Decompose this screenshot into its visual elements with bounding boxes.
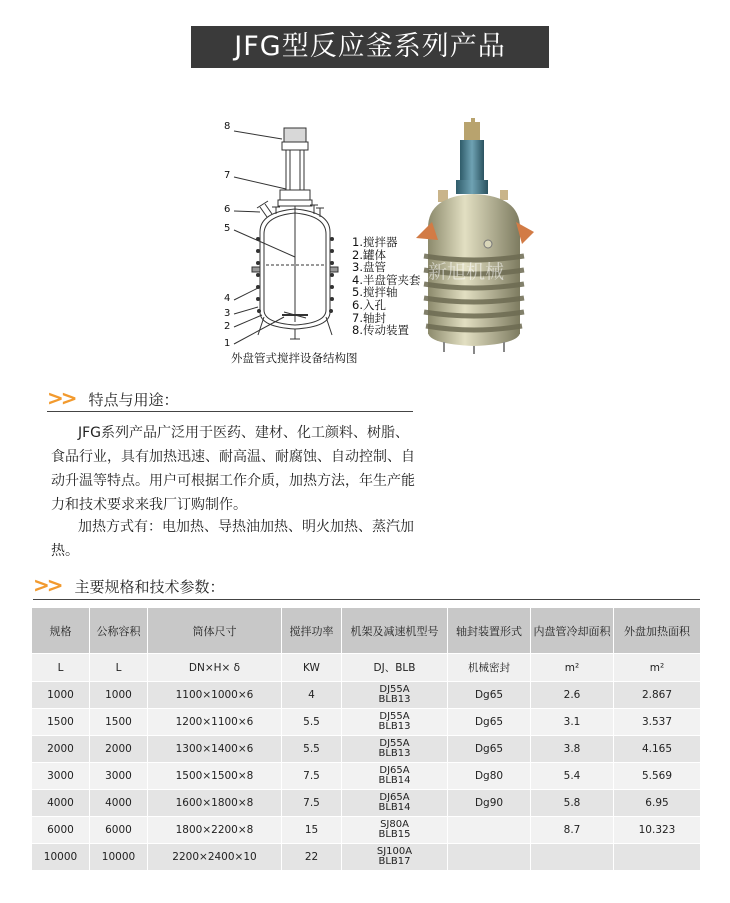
table-header-cell: 轴封装置形式: [448, 608, 531, 654]
reactor-product-photo: [414, 118, 544, 354]
table-cell: 1000: [90, 682, 148, 709]
table-cell: [531, 844, 614, 871]
table-cell: Dg90: [448, 790, 531, 817]
table-header-cell: 外盘加热面积: [614, 608, 701, 654]
reducer-model: BLB13: [378, 694, 411, 705]
table-cell: 4.165: [614, 736, 701, 763]
double-arrow-icon: >>: [47, 386, 75, 410]
table-cell: DN×H× δ: [148, 654, 282, 682]
table-row: [32, 763, 701, 790]
table-cell: 6000: [90, 817, 148, 844]
table-cell: KW: [282, 654, 342, 682]
diagram-callout-6: 6: [224, 204, 231, 215]
table-cell: 5.569: [614, 763, 701, 790]
table-row: [32, 682, 701, 709]
diagram-callout-7: 7: [224, 170, 231, 181]
diagram-callout-5: 5: [224, 223, 231, 234]
table-cell: 2.6: [531, 682, 614, 709]
table-cell: [342, 763, 448, 790]
table-cell: 6000: [32, 817, 90, 844]
diagram-legend: [352, 236, 420, 337]
frame-model: DJ55A: [379, 711, 410, 722]
table-cell: 6.95: [614, 790, 701, 817]
table-cell: 1600×1800×8: [148, 790, 282, 817]
table-cell: [342, 790, 448, 817]
table-cell: 5.5: [282, 709, 342, 736]
table-cell: Dg65: [448, 682, 531, 709]
frame-model: SJ80A: [380, 819, 409, 830]
table-row: [32, 844, 701, 871]
reducer-model: BLB14: [378, 802, 411, 813]
table-cell: 3.8: [531, 736, 614, 763]
table-cell: 3000: [32, 763, 90, 790]
diagram-callout-1: 1: [224, 338, 231, 347]
table-cell: m²: [531, 654, 614, 682]
table-cell: 2.867: [614, 682, 701, 709]
table-cell: [342, 817, 448, 844]
reducer-model: BLB13: [378, 721, 411, 732]
table-header-cell: 公称容积: [90, 608, 148, 654]
table-cell: Dg65: [448, 709, 531, 736]
table-cell: 2000: [32, 736, 90, 763]
legend-item: 2.罐体: [352, 247, 386, 262]
table-cell: L: [32, 654, 90, 682]
table-header-row: [32, 608, 701, 654]
table-cell: 10000: [90, 844, 148, 871]
table-cell: 1200×1100×6: [148, 709, 282, 736]
photo-watermark: 新旭机械: [428, 261, 505, 283]
table-cell: Dg80: [448, 763, 531, 790]
table-header-cell: 内盘管冷却面积: [531, 608, 614, 654]
table-cell: 4000: [90, 790, 148, 817]
table-row: [32, 736, 701, 763]
table-cell: Dg65: [448, 736, 531, 763]
diagram-callout-2: 2: [224, 321, 231, 332]
table-cell: 22: [282, 844, 342, 871]
legend-item: 3.盘管: [352, 260, 386, 275]
diagram-callout-3: 3: [224, 308, 231, 319]
heating-methods-paragraph: 加热方式有：电加热、导热油加热、明火加热、蒸汽加热。: [51, 519, 414, 559]
reducer-model: BLB15: [378, 829, 411, 840]
table-cell: 3000: [90, 763, 148, 790]
frame-model: DJ65A: [379, 765, 410, 776]
table-cell: 3.1: [531, 709, 614, 736]
table-cell: m²: [614, 654, 701, 682]
reducer-model: BLB13: [378, 748, 411, 759]
table-cell: 1500×1500×8: [148, 763, 282, 790]
table-row: [32, 817, 701, 844]
table-header-cell: 搅拌功率: [282, 608, 342, 654]
table-cell: 5.4: [531, 763, 614, 790]
table-row: [32, 709, 701, 736]
table-cell: 1100×1000×6: [148, 682, 282, 709]
table-row: [32, 790, 701, 817]
section-features-title: 特点与用途：: [88, 391, 179, 409]
table-cell: 7.5: [282, 763, 342, 790]
section-divider: [47, 411, 413, 412]
table-cell: 1500: [32, 709, 90, 736]
table-cell: 机械密封: [448, 654, 531, 682]
section-specs-title: 主要规格和技术参数：: [74, 578, 225, 596]
table-header-cell: 规格: [32, 608, 90, 654]
double-arrow-icon: >>: [33, 573, 61, 597]
page-title: JFG型反应釜系列产品: [191, 26, 549, 68]
table-cell: 8.7: [531, 817, 614, 844]
table-cell: 10.323: [614, 817, 701, 844]
legend-item: 6.入孔: [352, 297, 386, 312]
table-cell: 1800×2200×8: [148, 817, 282, 844]
diagram-caption: 外盘管式搅拌设备结构图: [231, 351, 358, 365]
table-cell: [342, 844, 448, 871]
diagram-callout-8: 8: [224, 121, 231, 132]
legend-item: 5.搅拌轴: [352, 285, 398, 300]
section-divider: [33, 599, 700, 600]
frame-model: DJ65A: [379, 792, 410, 803]
table-cell: 15: [282, 817, 342, 844]
frame-model: SJ100A: [376, 846, 413, 857]
table-cell: DJ、BLB: [342, 654, 448, 682]
table-cell: 10000: [32, 844, 90, 871]
table-cell: 1500: [90, 709, 148, 736]
reducer-model: BLB17: [378, 856, 411, 867]
frame-model: DJ55A: [379, 684, 410, 695]
table-cell: 2200×2400×10: [148, 844, 282, 871]
table-cell: 5.5: [282, 736, 342, 763]
table-cell: 1000: [32, 682, 90, 709]
table-cell: 7.5: [282, 790, 342, 817]
table-cell: 3.537: [614, 709, 701, 736]
section-specs-heading: [33, 573, 225, 597]
table-cell: [342, 682, 448, 709]
table-cell: [342, 736, 448, 763]
table-cell: [342, 709, 448, 736]
table-cell: 5.8: [531, 790, 614, 817]
table-cell: 4000: [32, 790, 90, 817]
section-features-heading: [47, 386, 179, 410]
table-units-row: [32, 654, 701, 682]
table-cell: [614, 844, 701, 871]
legend-item: 4.半盘管夹套: [352, 272, 421, 287]
reducer-model: BLB14: [378, 775, 411, 786]
diagram-callout-4: 4: [224, 293, 231, 304]
table-cell: L: [90, 654, 148, 682]
spec-table: [31, 607, 701, 871]
table-header-cell: 机架及减速机型号: [342, 608, 448, 654]
table-cell: 2000: [90, 736, 148, 763]
legend-item: 1.搅拌器: [352, 235, 398, 249]
legend-item: 8.传动装置: [352, 323, 409, 338]
table-cell: 4: [282, 682, 342, 709]
table-header-cell: 筒体尺寸: [148, 608, 282, 654]
table-cell: [448, 817, 531, 844]
table-cell: 1300×1400×6: [148, 736, 282, 763]
table-cell: [448, 844, 531, 871]
features-paragraph: JFG系列产品广泛用于医药、建材、化工颜料、树脂、食品行业，具有加热迅速、耐高温、耐腐蚀、自动控制、自动升温等特点。用户可根据工作介质，加热方法，年生产能力和技术要求来我厂订购制作。: [51, 425, 415, 513]
legend-item: 7.轴封: [352, 310, 386, 325]
frame-model: DJ55A: [379, 738, 410, 749]
